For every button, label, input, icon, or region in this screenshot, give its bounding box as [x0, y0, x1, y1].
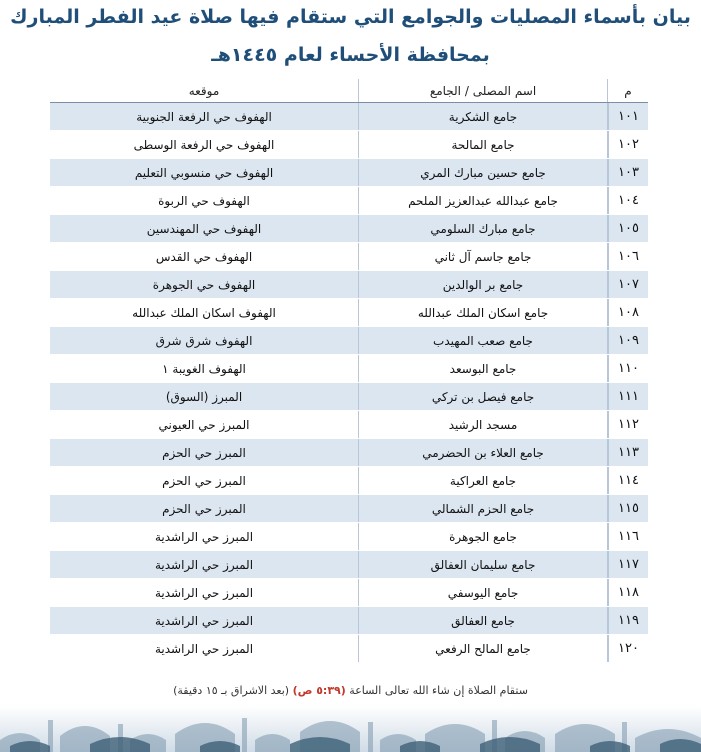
row-number: ١١٣ [608, 439, 648, 466]
table-header-row [50, 79, 648, 103]
row-mosque-name: جامع جاسم آل ثاني [358, 243, 608, 270]
row-location: المبرز حي الحزم [162, 501, 246, 516]
table-row [50, 579, 648, 607]
row-number: ١٠١ [608, 103, 648, 130]
table-row [50, 243, 648, 271]
prayer-time-note [0, 684, 701, 697]
note-time: (٥:٣٩ ص) [292, 684, 346, 697]
row-location: الهفوف اسكان الملك عبدالله [132, 305, 276, 320]
row-number: ١٠٨ [608, 299, 648, 326]
table-row [50, 355, 648, 383]
row-mosque-name: جامع الجوهرة [358, 523, 608, 550]
table-row [50, 103, 648, 131]
row-location: المبرز حي العيوني [158, 417, 250, 432]
row-number: ١١١ [608, 383, 648, 410]
table-row [50, 271, 648, 299]
row-mosque-name: جامع العلاء بن الحضرمي [358, 439, 608, 466]
row-mosque-name: جامع حسين مبارك المري [358, 159, 608, 186]
row-mosque-name: جامع مبارك السلومي [358, 215, 608, 242]
row-number: ١١٧ [608, 551, 648, 578]
row-mosque-name: جامع فيصل بن تركي [358, 383, 608, 410]
row-location: الهفوف حي المهندسين [146, 221, 262, 236]
row-location: المبرز حي الحزم [162, 445, 246, 460]
table-row [50, 215, 648, 243]
table-row [50, 159, 648, 187]
header-name: اسم المصلى / الجامع [358, 79, 608, 102]
row-number: ١٠٥ [608, 215, 648, 242]
table-body [50, 103, 648, 663]
table-row [50, 551, 648, 579]
row-mosque-name: جامع الحزم الشمالي [358, 495, 608, 522]
table-row [50, 187, 648, 215]
row-number: ١١٦ [608, 523, 648, 550]
row-mosque-name: جامع البوسعد [358, 355, 608, 382]
table-row [50, 383, 648, 411]
note-after: (بعد الاشراق بـ ١٥ دقيقة) [173, 684, 290, 697]
row-mosque-name: مسجد الرشيد [358, 411, 608, 438]
document-title: بيان بأسماء المصليات والجوامع التي ستقام فيها صلاة عيد الفطر المبارك [10, 6, 691, 28]
row-location: المبرز حي الراشدية [154, 613, 254, 628]
row-number: ١١٥ [608, 495, 648, 522]
table-row [50, 131, 648, 159]
row-location: المبرز حي الراشدية [154, 585, 254, 600]
row-number: ١١٩ [608, 607, 648, 634]
table-row [50, 467, 648, 495]
row-mosque-name: جامع العراكية [358, 467, 608, 494]
header-num: م [624, 83, 632, 98]
row-location: الهفوف حي القدس [155, 249, 253, 264]
note-before: ستقام الصلاة إن شاء الله تعالى الساعة [349, 684, 528, 697]
row-location: المبرز حي الحزم [162, 473, 246, 488]
row-mosque-name: جامع صعب المهيدب [358, 327, 608, 354]
row-number: ١١٢ [608, 411, 648, 438]
row-location: الهفوف الغويبة ١ [162, 361, 246, 376]
row-mosque-name: جامع بر الوالدين [358, 271, 608, 298]
table-row [50, 495, 648, 523]
row-location: الهفوف حي الرفعة الوسطى [133, 137, 275, 152]
row-location: الهفوف حي الربوة [158, 193, 250, 208]
row-location: الهفوف حي الرفعة الجنوبية [136, 109, 272, 124]
table-row [50, 635, 648, 663]
row-location: الهفوف حي الجوهرة [152, 277, 256, 292]
table-row [50, 299, 648, 327]
row-number: ١١٨ [608, 579, 648, 606]
row-location: الهفوف حي منسوبي التعليم [134, 165, 274, 180]
row-mosque-name: جامع المالح الرفعي [358, 635, 608, 662]
row-number: ١٠٦ [608, 243, 648, 270]
row-number: ١١٤ [608, 467, 648, 494]
table-row [50, 607, 648, 635]
document-subtitle: بمحافظة الأحساء لعام ١٤٤٥هـ [211, 44, 490, 66]
row-number: ١٠٢ [608, 131, 648, 158]
table-row [50, 327, 648, 355]
row-location: المبرز حي الراشدية [154, 557, 254, 572]
row-mosque-name: جامع عبدالله عبدالعزيز الملحم [358, 187, 608, 214]
row-mosque-name: جامع اليوسفي [358, 579, 608, 606]
row-mosque-name: جامع اسكان الملك عبدالله [358, 299, 608, 326]
row-location: الهفوف شرق شرق [155, 333, 253, 348]
row-number: ١١٠ [608, 355, 648, 382]
row-number: ١٠٩ [608, 327, 648, 354]
row-number: ١٠٧ [608, 271, 648, 298]
row-number: ١٠٣ [608, 159, 648, 186]
row-mosque-name: جامع المالحة [358, 131, 608, 158]
row-location: المبرز (السوق) [165, 389, 243, 404]
mosque-skyline-decoration [0, 706, 701, 752]
row-mosque-name: جامع سليمان العفالق [358, 551, 608, 578]
row-location: المبرز حي الراشدية [154, 641, 254, 656]
row-mosque-name: جامع العفالق [358, 607, 608, 634]
row-location: المبرز حي الراشدية [154, 529, 254, 544]
table-row [50, 411, 648, 439]
mosques-table [50, 79, 648, 663]
row-number: ١٢٠ [608, 635, 648, 662]
row-number: ١٠٤ [608, 187, 648, 214]
table-row [50, 523, 648, 551]
header-location: موقعه [188, 83, 220, 98]
table-row [50, 439, 648, 467]
row-mosque-name: جامع الشكرية [358, 103, 608, 130]
